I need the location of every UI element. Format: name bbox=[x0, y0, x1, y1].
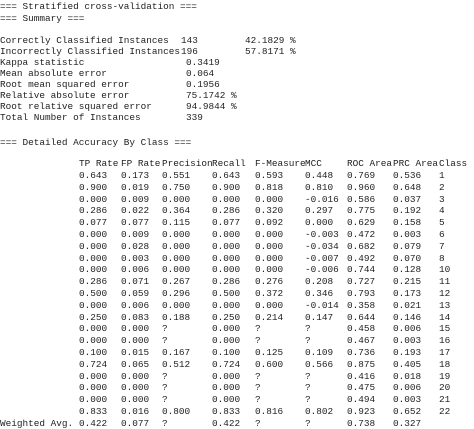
table-cell: 0.100 bbox=[212, 347, 241, 358]
table-cell: 0.167 bbox=[162, 347, 191, 358]
weighted-avg-label: Weighted Avg. bbox=[0, 417, 74, 429]
table-row bbox=[0, 241, 474, 252]
table-cell: 0.000 bbox=[212, 299, 241, 311]
table-cell: 0.158 bbox=[393, 217, 422, 229]
table-cell: 16 bbox=[439, 335, 451, 347]
table-cell: 0.071 bbox=[121, 276, 150, 288]
table-cell: 0.128 bbox=[393, 264, 422, 276]
table-row bbox=[0, 335, 474, 346]
table-cell: 0.810 bbox=[305, 181, 334, 193]
table-cell: 18 bbox=[439, 358, 451, 370]
table-cell: -0.034 bbox=[305, 240, 339, 252]
table-cell: 0.000 bbox=[212, 252, 241, 264]
table-cell: 0.551 bbox=[162, 170, 191, 181]
column-header: Precision bbox=[162, 158, 213, 169]
table-cell: 15 bbox=[439, 323, 451, 335]
table-cell: 0.028 bbox=[121, 240, 150, 252]
table-cell: 6 bbox=[439, 229, 445, 240]
table-cell: 1 bbox=[439, 170, 445, 181]
table-cell: 0.000 bbox=[255, 229, 284, 240]
table-cell: 0.000 bbox=[79, 252, 108, 264]
table-cell: ? bbox=[305, 323, 311, 335]
table-cell: 0.000 bbox=[212, 370, 241, 382]
table-cell: 0.416 bbox=[347, 370, 376, 382]
table-row bbox=[0, 264, 474, 275]
table-cell: 0.500 bbox=[212, 288, 241, 299]
table-cell: 0.000 bbox=[212, 264, 241, 276]
table-cell: ? bbox=[162, 394, 168, 406]
summary-label: Root relative squared error bbox=[0, 101, 152, 112]
table-row bbox=[0, 359, 474, 370]
summary-label: Incorrectly Classified Instances bbox=[0, 46, 181, 57]
table-cell: 0.000 bbox=[212, 229, 241, 240]
summary-line bbox=[0, 112, 474, 123]
table-cell: 7 bbox=[439, 240, 445, 252]
column-header: MCC bbox=[305, 158, 322, 169]
table-cell: 0.006 bbox=[393, 382, 422, 394]
table-cell: 0.109 bbox=[305, 347, 334, 358]
table-cell: 0.652 bbox=[393, 406, 422, 417]
table-cell: 0.286 bbox=[79, 205, 108, 217]
table-cell: ? bbox=[162, 370, 168, 382]
table-cell: 10 bbox=[439, 264, 451, 276]
table-cell: 20 bbox=[439, 382, 451, 394]
table-cell: 0.000 bbox=[255, 193, 284, 205]
table-cell: -0.003 bbox=[305, 229, 339, 240]
summary-value: 0.3419 bbox=[186, 57, 220, 68]
table-cell: 0.009 bbox=[121, 193, 150, 205]
table-cell: 14 bbox=[439, 311, 451, 323]
summary-label: Relative absolute error bbox=[0, 90, 130, 101]
table-cell: 0.802 bbox=[305, 406, 334, 417]
table-cell: 5 bbox=[439, 217, 445, 229]
table-cell: 0.727 bbox=[347, 276, 376, 288]
table-cell: 0.297 bbox=[305, 205, 334, 217]
summary-value: 42.1829 % bbox=[245, 35, 296, 46]
table-cell: 0.000 bbox=[162, 193, 191, 205]
table-cell: 0.586 bbox=[347, 193, 376, 205]
weighted-avg-cell: 0.422 bbox=[212, 417, 241, 429]
table-cell: 0.494 bbox=[347, 394, 376, 406]
table-row bbox=[0, 347, 474, 358]
table-cell: 0.000 bbox=[212, 335, 241, 347]
summary-value: 0.064 bbox=[186, 68, 215, 79]
table-cell: 0.000 bbox=[79, 240, 108, 252]
table-cell: ? bbox=[255, 335, 261, 347]
table-row bbox=[0, 217, 474, 228]
table-cell: 0.644 bbox=[347, 311, 376, 323]
summary-line bbox=[0, 101, 474, 112]
table-cell: 0.648 bbox=[393, 181, 422, 193]
table-row bbox=[0, 406, 474, 417]
table-row bbox=[0, 194, 474, 205]
table-cell: 0.000 bbox=[212, 382, 241, 394]
table-cell: 0.736 bbox=[347, 347, 376, 358]
table-cell: 0.192 bbox=[393, 205, 422, 217]
table-cell: 0.643 bbox=[212, 170, 241, 181]
table-cell: 0.188 bbox=[162, 311, 191, 323]
table-cell: 0.000 bbox=[121, 335, 150, 347]
summary-value: 75.1742 % bbox=[186, 90, 237, 101]
table-cell: 0.146 bbox=[393, 311, 422, 323]
table-cell: 0.629 bbox=[347, 217, 376, 229]
table-cell: ? bbox=[305, 382, 311, 394]
summary-label: Root mean squared error bbox=[0, 79, 130, 90]
table-cell: 0.000 bbox=[79, 299, 108, 311]
table-row bbox=[0, 205, 474, 216]
summary-label: Kappa statistic bbox=[0, 57, 85, 68]
table-cell: 0.833 bbox=[212, 406, 241, 417]
weighted-avg-row bbox=[0, 418, 474, 429]
table-cell: 0.000 bbox=[121, 370, 150, 382]
table-cell: 0.009 bbox=[121, 229, 150, 240]
table-cell: 0.600 bbox=[255, 358, 284, 370]
table-cell: 0.276 bbox=[255, 276, 284, 288]
table-cell: 0.000 bbox=[121, 382, 150, 394]
weighted-avg-cell: 0.077 bbox=[121, 417, 150, 429]
table-cell: 0.077 bbox=[121, 217, 150, 229]
table-cell: 0.000 bbox=[255, 240, 284, 252]
table-cell: 0.077 bbox=[79, 217, 108, 229]
table-cell: 2 bbox=[439, 181, 445, 193]
table-cell: 0.405 bbox=[393, 358, 422, 370]
table-cell: 22 bbox=[439, 406, 451, 417]
table-cell: ? bbox=[255, 323, 261, 335]
table-cell: 0.147 bbox=[305, 311, 334, 323]
table-cell: 0.018 bbox=[393, 370, 422, 382]
table-cell: 0.000 bbox=[162, 299, 191, 311]
table-cell: ? bbox=[255, 394, 261, 406]
table-cell: 0.960 bbox=[347, 181, 376, 193]
table-cell: 12 bbox=[439, 288, 451, 299]
summary-value: 57.8171 % bbox=[245, 46, 296, 57]
table-cell: 0.077 bbox=[212, 217, 241, 229]
table-cell: 0.000 bbox=[79, 382, 108, 394]
table-cell: 0.215 bbox=[393, 276, 422, 288]
table-cell: 0.000 bbox=[305, 217, 334, 229]
table-cell: 0.724 bbox=[79, 358, 108, 370]
column-header: ROC Area bbox=[347, 158, 393, 169]
table-cell: 0.769 bbox=[347, 170, 376, 181]
table-cell: 0.923 bbox=[347, 406, 376, 417]
table-row bbox=[0, 323, 474, 334]
table-cell: 0.512 bbox=[162, 358, 191, 370]
table-cell: 0.115 bbox=[162, 217, 191, 229]
summary-count: 196 bbox=[181, 46, 198, 57]
table-cell: 0.006 bbox=[121, 299, 150, 311]
weighted-avg-cell: 0.327 bbox=[393, 417, 422, 429]
table-cell: 0.037 bbox=[393, 193, 422, 205]
table-cell: 0.500 bbox=[79, 288, 108, 299]
table-cell: 0.472 bbox=[347, 229, 376, 240]
table-cell: 0.566 bbox=[305, 358, 334, 370]
table-cell: 0.000 bbox=[255, 252, 284, 264]
summary-label: Total Number of Instances bbox=[0, 112, 141, 123]
table-cell: 0.458 bbox=[347, 323, 376, 335]
header-title: === Stratified cross-validation === bbox=[0, 1, 197, 12]
table-cell: 0.000 bbox=[255, 299, 284, 311]
summary-value: 339 bbox=[186, 112, 203, 123]
weighted-avg-cell: ? bbox=[305, 417, 311, 429]
table-cell: ? bbox=[305, 335, 311, 347]
table-cell: 0.467 bbox=[347, 335, 376, 347]
table-row bbox=[0, 229, 474, 240]
summary-label: Correctly Classified Instances bbox=[0, 35, 169, 46]
table-cell: 0.000 bbox=[162, 240, 191, 252]
table-cell: 0.000 bbox=[79, 323, 108, 335]
table-cell: 0.006 bbox=[121, 264, 150, 276]
table-cell: 0.364 bbox=[162, 205, 191, 217]
summary-line bbox=[0, 79, 474, 90]
table-cell: 0.750 bbox=[162, 181, 191, 193]
weighted-avg-cell: ? bbox=[255, 417, 261, 429]
table-cell: 0.593 bbox=[255, 170, 284, 181]
table-cell: 0.003 bbox=[393, 229, 422, 240]
table-cell: 0.000 bbox=[79, 370, 108, 382]
table-cell: 0.000 bbox=[79, 335, 108, 347]
summary-line bbox=[0, 57, 474, 68]
table-cell: 0.000 bbox=[121, 394, 150, 406]
table-cell: 0.800 bbox=[162, 406, 191, 417]
table-row bbox=[0, 394, 474, 405]
table-cell: ? bbox=[255, 382, 261, 394]
table-cell: 0.346 bbox=[305, 288, 334, 299]
table-cell: 0.000 bbox=[212, 394, 241, 406]
summary-line bbox=[0, 46, 474, 57]
table-cell: 0.003 bbox=[393, 335, 422, 347]
table-row bbox=[0, 371, 474, 382]
table-cell: 0.000 bbox=[79, 264, 108, 276]
table-row bbox=[0, 182, 474, 193]
table-cell: 0.016 bbox=[121, 406, 150, 417]
table-cell: 0.536 bbox=[393, 170, 422, 181]
table-row bbox=[0, 170, 474, 181]
table-cell: 0.744 bbox=[347, 264, 376, 276]
table-cell: 0.000 bbox=[162, 229, 191, 240]
table-cell: 0.083 bbox=[121, 311, 150, 323]
column-header: PRC Area bbox=[393, 158, 439, 169]
table-cell: ? bbox=[305, 370, 311, 382]
table-cell: 0.818 bbox=[255, 181, 284, 193]
table-cell: 0.173 bbox=[121, 170, 150, 181]
table-cell: 0.286 bbox=[212, 276, 241, 288]
summary-value: 94.9844 % bbox=[186, 101, 237, 112]
summary-label: Mean absolute error bbox=[0, 68, 107, 79]
column-header: FP Rate bbox=[121, 158, 161, 169]
table-cell: 4 bbox=[439, 205, 445, 217]
table-cell: 0.092 bbox=[255, 217, 284, 229]
weighted-avg-cell: 0.422 bbox=[79, 417, 108, 429]
weighted-avg-cell: ? bbox=[162, 417, 168, 429]
table-cell: 0.475 bbox=[347, 382, 376, 394]
summary-value: 0.1956 bbox=[186, 79, 220, 90]
weighted-avg-cell: 0.738 bbox=[347, 417, 376, 429]
table-row bbox=[0, 253, 474, 264]
table-cell: 0.833 bbox=[79, 406, 108, 417]
table-cell: 0.775 bbox=[347, 205, 376, 217]
table-cell: 0.267 bbox=[162, 276, 191, 288]
table-cell: -0.016 bbox=[305, 193, 339, 205]
table-cell: 0.682 bbox=[347, 240, 376, 252]
column-header: TP Rate bbox=[79, 158, 119, 169]
table-cell: 0.021 bbox=[393, 299, 422, 311]
table-cell: 0.320 bbox=[255, 205, 284, 217]
table-cell: 0.100 bbox=[79, 347, 108, 358]
table-cell: 11 bbox=[439, 276, 451, 288]
summary-line bbox=[0, 68, 474, 79]
table-cell: 0.019 bbox=[121, 181, 150, 193]
table-cell: 0.000 bbox=[79, 229, 108, 240]
column-header: Recall bbox=[212, 158, 246, 169]
table-cell: 0.296 bbox=[162, 288, 191, 299]
table-cell: 0.286 bbox=[79, 276, 108, 288]
table-header-row bbox=[0, 158, 474, 169]
table-cell: ? bbox=[305, 394, 311, 406]
table-cell: ? bbox=[162, 323, 168, 335]
summary-line bbox=[0, 90, 474, 101]
table-cell: 0.003 bbox=[393, 394, 422, 406]
table-cell: 0.000 bbox=[79, 394, 108, 406]
table-cell: 0.125 bbox=[255, 347, 284, 358]
table-cell: 0.448 bbox=[305, 170, 334, 181]
table-cell: ? bbox=[162, 382, 168, 394]
table-cell: 0.724 bbox=[212, 358, 241, 370]
table-cell: ? bbox=[255, 370, 261, 382]
table-cell: 0.003 bbox=[121, 252, 150, 264]
table-cell: 0.875 bbox=[347, 358, 376, 370]
table-cell: 0.793 bbox=[347, 288, 376, 299]
table-cell: 0.193 bbox=[393, 347, 422, 358]
table-cell: 0.015 bbox=[121, 347, 150, 358]
table-cell: 0.173 bbox=[393, 288, 422, 299]
table-cell: 0.059 bbox=[121, 288, 150, 299]
table-cell: 19 bbox=[439, 370, 451, 382]
table-cell: 0.000 bbox=[255, 264, 284, 276]
table-cell: 0.900 bbox=[212, 181, 241, 193]
table-cell: -0.007 bbox=[305, 252, 339, 264]
table-row bbox=[0, 300, 474, 311]
table-cell: 0.079 bbox=[393, 240, 422, 252]
table-cell: 0.070 bbox=[393, 252, 422, 264]
table-cell: 0.372 bbox=[255, 288, 284, 299]
table-cell: 0.358 bbox=[347, 299, 376, 311]
table-cell: 0.816 bbox=[255, 406, 284, 417]
table-cell: ? bbox=[162, 335, 168, 347]
table-cell: 0.000 bbox=[212, 240, 241, 252]
table-cell: 0.286 bbox=[212, 205, 241, 217]
table-cell: 17 bbox=[439, 347, 451, 358]
table-cell: 0.065 bbox=[121, 358, 150, 370]
table-cell: 0.022 bbox=[121, 205, 150, 217]
table-cell: 0.000 bbox=[121, 323, 150, 335]
table-cell: 21 bbox=[439, 394, 451, 406]
table-cell: 0.492 bbox=[347, 252, 376, 264]
table-cell: 0.000 bbox=[79, 193, 108, 205]
table-cell: 13 bbox=[439, 299, 451, 311]
table-cell: -0.006 bbox=[305, 264, 339, 276]
table-cell: 0.006 bbox=[393, 323, 422, 335]
table-row bbox=[0, 382, 474, 393]
table-cell: 0.000 bbox=[212, 323, 241, 335]
detail-heading: === Detailed Accuracy By Class === bbox=[0, 137, 192, 148]
table-cell: 8 bbox=[439, 252, 445, 264]
column-header: Class bbox=[439, 158, 468, 169]
table-cell: 0.643 bbox=[79, 170, 108, 181]
summary-count: 143 bbox=[181, 35, 198, 46]
table-cell: 0.000 bbox=[162, 264, 191, 276]
table-cell: -0.014 bbox=[305, 299, 339, 311]
table-row bbox=[0, 288, 474, 299]
table-cell: 0.214 bbox=[255, 311, 284, 323]
table-row bbox=[0, 276, 474, 287]
table-cell: 0.000 bbox=[162, 252, 191, 264]
table-cell: 0.250 bbox=[79, 311, 108, 323]
table-row bbox=[0, 312, 474, 323]
summary-line bbox=[0, 35, 474, 46]
table-cell: 0.000 bbox=[212, 193, 241, 205]
summary-heading: === Summary === bbox=[0, 13, 85, 24]
table-cell: 0.900 bbox=[79, 181, 108, 193]
table-cell: 0.208 bbox=[305, 276, 334, 288]
table-cell: 0.250 bbox=[212, 311, 241, 323]
column-header: F-Measure bbox=[255, 158, 306, 169]
table-cell: 3 bbox=[439, 193, 445, 205]
